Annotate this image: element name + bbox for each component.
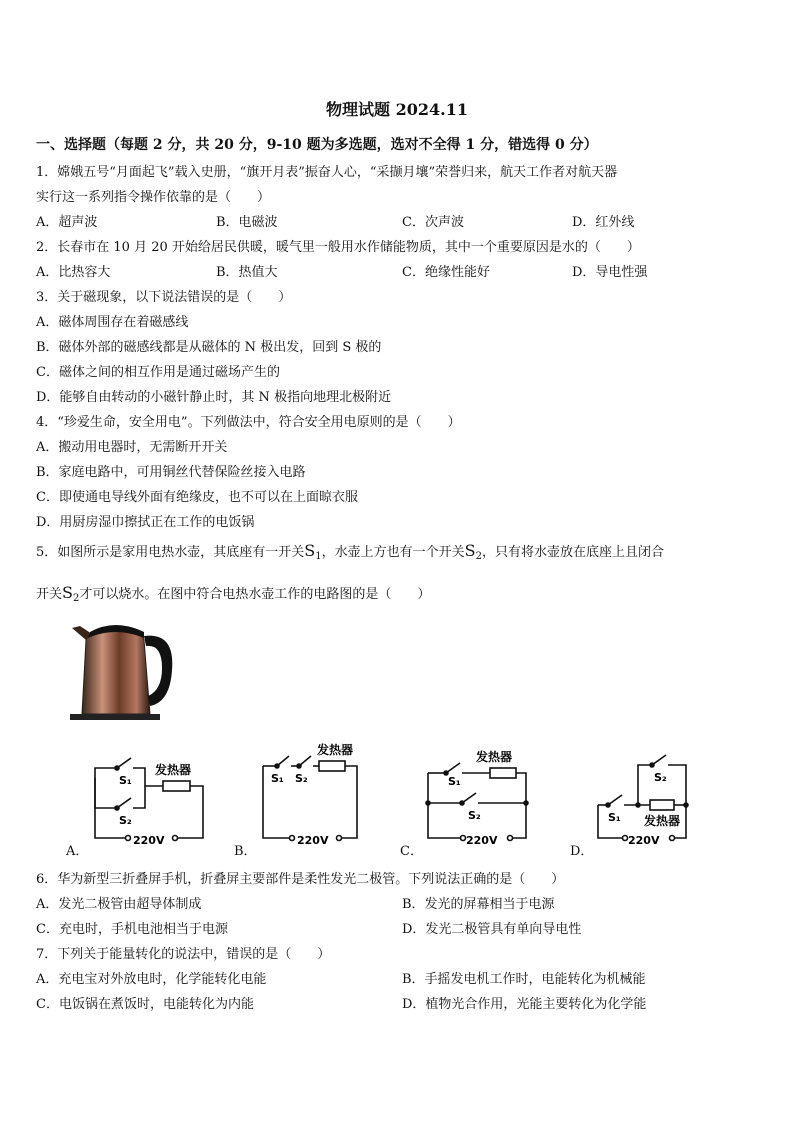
q1-option-d: D．红外线: [572, 215, 635, 230]
q7-option-c: C．电饭锅在煮饭时，电能转化为内能: [36, 997, 254, 1012]
q2-option-d: D．导电性强: [572, 265, 648, 280]
q2-option-c: C．绝缘性能好: [402, 265, 490, 280]
circuit-c-s1: S₁: [448, 775, 461, 788]
q5-text-2b: 才可以烧水。在图中符合电热水壶工作的电路图的是（ ）: [79, 587, 431, 602]
circuit-diagram-d: [592, 745, 702, 848]
circuit-b-s1: S₁: [271, 772, 284, 785]
q3-option-c: C．磁体之间的相互作用是通过磁场产生的: [36, 365, 280, 380]
q1-option-c: C．次声波: [402, 215, 464, 230]
q1-option-a: A．超声波: [36, 215, 98, 230]
q4-option-d: D．用厨房湿巾擦拭正在工作的电饭锅: [36, 515, 255, 530]
circuit-diagram-a: [85, 748, 215, 848]
circuit-c-label: C．: [400, 844, 423, 859]
circuit-d-heater: 发热器: [644, 814, 681, 828]
circuit-d-label: D．: [570, 844, 594, 859]
q7-option-d: D．植物光合作用，光能主要转化为化学能: [402, 997, 647, 1012]
q4-option-c: C．即使通电导线外面有绝缘皮，也不可以在上面晾衣服: [36, 490, 358, 505]
q4-stem: 4．“珍爱生命，安全用电”。下列做法中，符合安全用电原则的是（ ）: [36, 415, 461, 430]
q7-stem: 7．下列关于能量转化的说法中，错误的是（ ）: [36, 947, 331, 962]
q2-option-b: B．热值大: [216, 265, 278, 280]
circuit-diagram-b: [255, 740, 365, 848]
circuit-b-heater: 发热器: [317, 743, 354, 757]
circuit-a-voltage: 220V: [133, 834, 165, 847]
q1-option-b: B．电磁波: [216, 215, 278, 230]
circuit-a-s1: S₁: [119, 774, 132, 787]
circuit-c-voltage: 220V: [466, 834, 498, 847]
q2-stem: 2．长春市在 10 月 20 开始给居民供暖，暖气里一般用水作储能物质，其中一个重要原因是水的（ ）: [36, 240, 640, 255]
electric-kettle-image: [60, 610, 180, 725]
circuit-c-heater: 发热器: [476, 750, 513, 764]
q5-s2-sub-again: 2: [72, 593, 80, 604]
circuit-a-s2: S₂: [119, 814, 132, 827]
q4-option-b: B．家庭电路中，可用铜丝代替保险丝接入电路: [36, 465, 306, 480]
circuit-diagram-c: [420, 745, 535, 848]
q7-option-b: B．手摇发电机工作时，电能转化为机械能: [402, 972, 646, 987]
q5-s1-sub: 1: [315, 551, 322, 562]
q3-option-d: D．能够自由转动的小磁针静止时，其 N 极指向地理北极附近: [36, 390, 392, 405]
q5-s2: S: [464, 541, 476, 560]
q5-text-1a: 5．如图所示是家用电热水壶，其底座有一开关: [36, 545, 305, 560]
q6-option-c: C．充电时，手机电池相当于电源: [36, 922, 228, 937]
circuit-a-label: A．: [66, 844, 89, 859]
q5-text-1c: ，只有将水壶放在底座上且闭合: [481, 545, 664, 560]
q5-s1: S: [304, 541, 316, 560]
q5-s2-sub: 2: [475, 551, 482, 562]
q3-option-b: B．磁体外部的磁感线都是从磁体的 N 极出发，回到 S 极的: [36, 340, 382, 355]
circuit-b-voltage: 220V: [297, 834, 329, 847]
circuit-b-label: B．: [234, 844, 257, 859]
q1-stem-line1: 1．嫦娥五号“月面起飞”载入史册，“旗开月表”振奋人心，“采撷月壤”荣誉归来，航天工作者对航天器: [36, 165, 618, 180]
q4-option-a: A．搬动用电器时，无需断开开关: [36, 440, 228, 455]
q6-option-b: B．发光的屏幕相当于电源: [402, 897, 555, 912]
circuit-d-s1: S₁: [608, 811, 621, 824]
section-heading: 一、选择题（每题 2 分，共 20 分，9-10 题为多选题，选对不全得 1 分，错选得 0 分）: [36, 137, 598, 153]
circuit-d-voltage: 220V: [628, 834, 660, 847]
q5-stem-line2: [36, 583, 430, 604]
q3-option-a: A．磁体周围存在着磁感线: [36, 315, 189, 330]
q1-stem-line2: 实行这一系列指令操作依靠的是（ ）: [36, 190, 271, 205]
q7-option-a: A．充电宝对外放电时，化学能转化电能: [36, 972, 267, 987]
q2-option-a: A．比热容大: [36, 265, 111, 280]
page-title: 物理试题 2024.11: [326, 100, 468, 119]
circuit-c-s2: S₂: [468, 809, 481, 822]
q5-text-2a: 开关: [36, 587, 63, 602]
q3-stem: 3．关于磁现象，以下说法错误的是（ ）: [36, 290, 292, 305]
q6-option-d: D．发光二极管具有单向导电性: [402, 922, 582, 937]
circuit-b-s2: S₂: [295, 772, 308, 785]
q6-option-a: A．发光二极管由超导体制成: [36, 897, 202, 912]
circuit-d-s2: S₂: [654, 771, 667, 784]
circuit-a-heater: 发热器: [155, 763, 192, 777]
q6-stem: 6．华为新型三折叠屏手机，折叠屏主要部件是柔性发光二极管。下列说法正确的是（ ）: [36, 872, 565, 887]
q5-stem-line1: [36, 541, 664, 562]
q5-text-1b: ，水壶上方也有一个开关: [321, 545, 465, 560]
q5-s2-again: S: [62, 583, 73, 602]
